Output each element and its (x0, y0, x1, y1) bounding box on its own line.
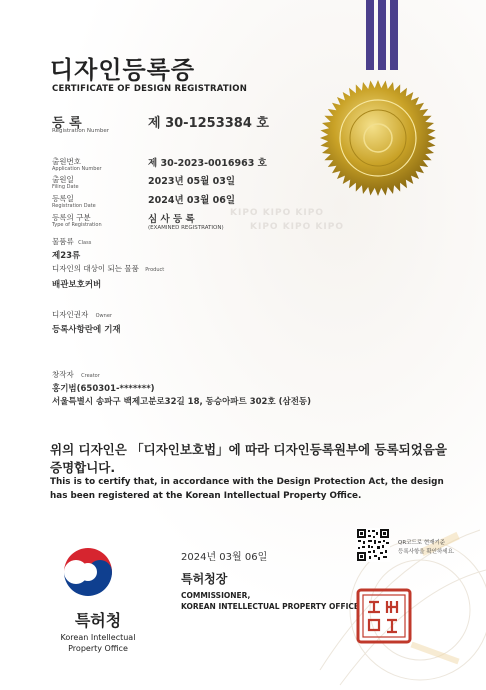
product-label-ko: 디자인의 대상이 되는 물품 (52, 264, 139, 273)
watermark-text: KIPO KIPO KIPO (230, 208, 324, 218)
class-label-en: Class (78, 240, 92, 246)
qr-note-line1: QR코드로 현재기준 (398, 540, 446, 546)
registration-label: 등 록 (52, 116, 82, 131)
owner-label-ko: 디자인권자 (52, 310, 89, 319)
certificate-title-en: CERTIFICATE OF DESIGN REGISTRATION (52, 84, 248, 94)
creator-label-en: Creator (81, 373, 100, 379)
field-label: 등록의 구분 (52, 213, 91, 222)
registration-label-en: Registration Number (52, 128, 110, 134)
ribbon (366, 0, 374, 70)
certify-text-en-line2: has been registered at the Korean Intellectual Property Office. (50, 491, 362, 501)
watermark-text: KIPO KIPO KIPO (250, 222, 344, 232)
office-name-ko: 특허청 (74, 611, 122, 630)
creator-label-ko: 창작자 (52, 370, 74, 379)
ribbon (378, 0, 386, 70)
certificate-title: 디자인등록증 (50, 56, 196, 84)
qr-note-line2: 등록사항을 확인하세요. (398, 549, 455, 555)
field-label-en: Application Number (52, 166, 102, 172)
registration-number: 제 30-1253384 호 (148, 116, 269, 131)
class-label (52, 236, 91, 247)
product-label-en: Product (145, 267, 165, 273)
registration-date: 2024년 03월 06일 (148, 195, 236, 206)
commissioner-en-line1: COMMISSIONER, (181, 591, 251, 600)
field-label: 출원일 (52, 175, 74, 184)
class-value: 제23류 (52, 251, 81, 261)
gold-seal-icon (318, 78, 438, 198)
kipo-logo-icon (58, 542, 118, 602)
application-number: 제 30-2023-0016963 호 (148, 158, 267, 169)
commissioner-en-line2: KOREAN INTELLECTUAL PROPERTY OFFICE (181, 602, 360, 611)
official-stamp-icon (354, 586, 414, 646)
certify-text-en-line1: This is to certify that, in accordance with the Design Protection Act, the design (50, 477, 444, 487)
owner-label-en: Owner (95, 313, 112, 319)
owner-label (52, 309, 112, 320)
field-label: 등록일 (52, 194, 74, 203)
product-label (52, 263, 164, 274)
field-label-en: Type of Registration (52, 222, 102, 228)
filing-date: 2023년 05월 03일 (148, 176, 236, 187)
qr-code-icon (356, 528, 390, 562)
ribbon (390, 0, 398, 70)
office-name-en-line1: Korean Intellectual (60, 633, 136, 642)
creator-address: 서울특별시 송파구 백제고분로32길 18, 동승아파트 302호 (삼전동) (52, 397, 312, 407)
registration-type-en: (EXAMINED REGISTRATION) (148, 225, 224, 231)
owner-value: 등록사항란에 기재 (52, 325, 121, 335)
registration-type: 심 사 등 록 (148, 214, 195, 225)
issue-date: 2024년 03월 06일 (181, 552, 268, 563)
field-label-en: Filing Date (52, 184, 79, 190)
commissioner-title: 특허청장 (181, 572, 228, 586)
field-label: 출원번호 (52, 157, 81, 166)
office-name-en-line2: Property Office (68, 644, 128, 653)
creator-label (52, 369, 100, 380)
creator-name: 홍기범(650301-*******) (52, 384, 155, 394)
certify-text-ko-line1: 위의 디자인은 「디자인보호법」에 따라 디자인등록원부에 등록되었음을 (50, 442, 447, 457)
class-label-ko: 물품류 (52, 237, 74, 246)
product-value: 배관보호커버 (52, 280, 102, 290)
field-label-en: Registration Date (52, 203, 96, 209)
certify-text-ko-line2: 증명합니다. (50, 460, 116, 475)
